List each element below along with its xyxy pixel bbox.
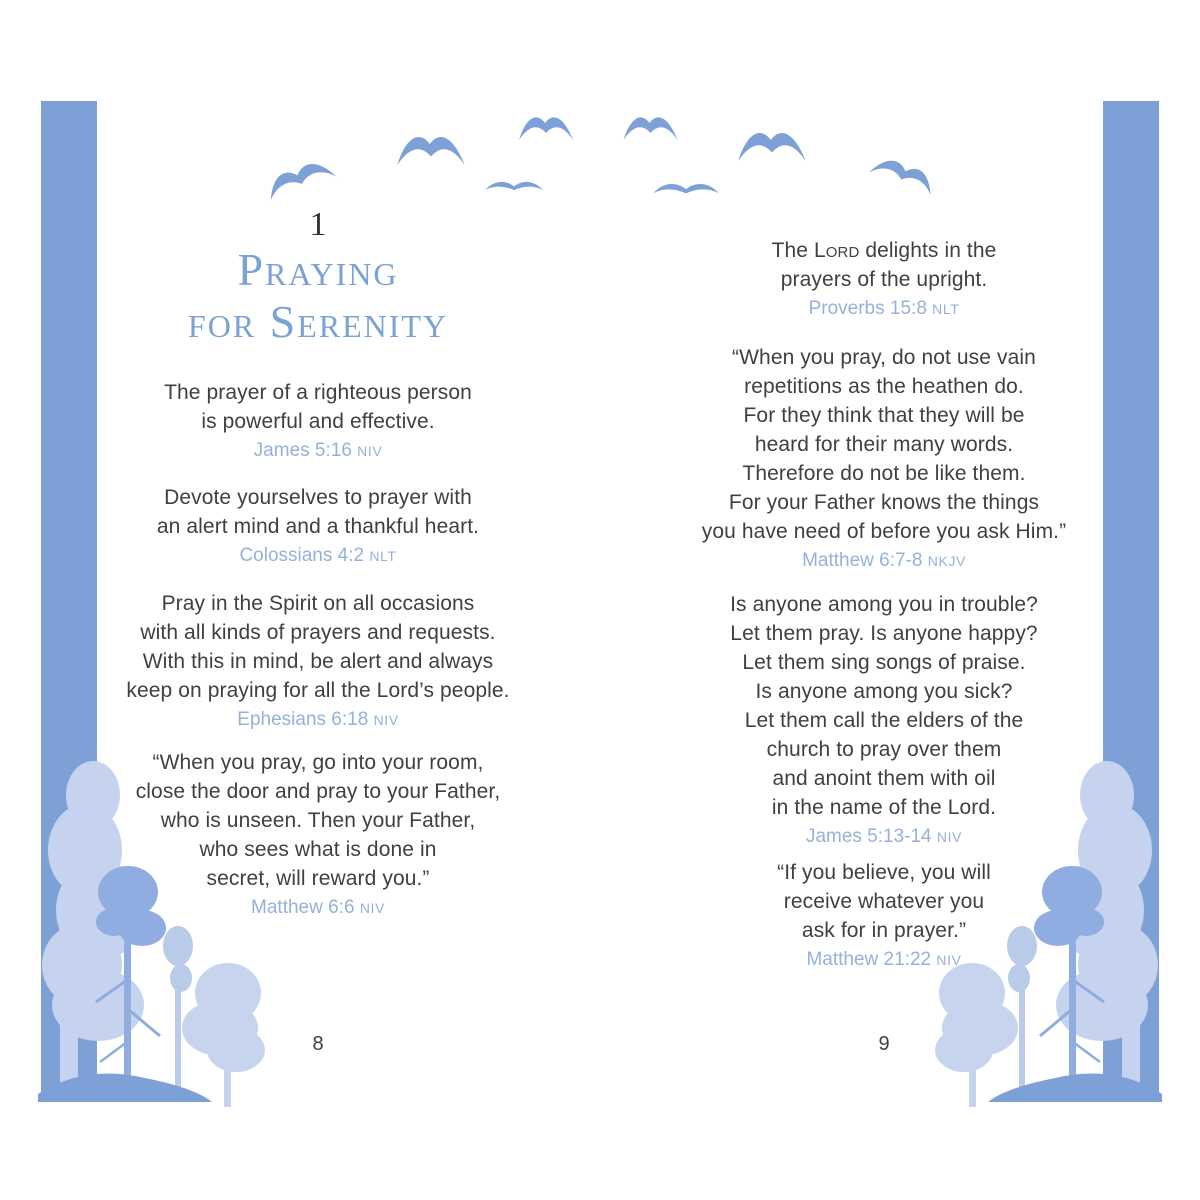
verse-line: Is anyone among you sick? [755,680,1013,703]
chapter-title-line: for Serenity [187,296,449,347]
left-page [108,0,528,1200]
verse-line: repetitions as the heathen do. [744,375,1024,398]
verse-line: and anoint them with oil [772,767,996,790]
reference-version: NIV [359,900,385,916]
scripture-reference [674,945,1094,975]
reference-book: James 5:13-14 [805,826,937,847]
verse-line: Is anyone among you in trouble? [730,593,1038,616]
verse-line: Let them sing songs of praise. [742,651,1026,674]
reference-version: NKJV [927,553,966,569]
scripture-reference [108,541,528,571]
verse-line: “When you pray, do not use vain [732,346,1036,369]
verse-line: keep on praying for all the Lord’s people. [126,679,510,702]
scripture-reference [674,294,1094,324]
verse-line: Pray in the Spirit on all occasions [161,592,475,615]
reference-version: NIV [357,443,383,459]
verse-block [674,343,1094,576]
verse-line: who is unseen. Then your Father, [160,809,476,832]
chapter-title [108,244,528,348]
scripture-reference [108,893,528,923]
reference-book: Matthew 6:7-8 [802,550,928,571]
chapter-number: 1 [309,206,327,243]
reference-version: NLT [369,548,397,564]
verse-block [108,589,528,735]
page-number: 8 [312,1033,324,1055]
scripture-reference [674,822,1094,852]
verse-block [674,236,1094,324]
reference-version: NLT [932,301,960,317]
verse-line: receive whatever you [783,890,985,913]
verse-line: Let them pray. Is anyone happy? [730,622,1038,645]
reference-version: NIV [936,952,962,968]
reference-book: Matthew 6:6 [251,897,360,918]
verse-line: For your Father knows the things [728,491,1040,514]
verse-line: with all kinds of prayers and requests. [140,621,496,644]
verse-line: you have need of before you ask Him.” [701,520,1067,543]
verse-line: Therefore do not be like them. [742,462,1026,485]
verse-line: Devote yourselves to prayer with [164,486,472,509]
verse-block [108,483,528,571]
scripture-reference [674,546,1094,576]
verse-block [674,858,1094,975]
verse-block [108,748,528,923]
right-page [674,0,1094,1200]
verse-line: prayers of the upright. [780,268,988,291]
verse-line: in the name of the Lord. [771,796,997,819]
verse-line: an alert mind and a thankful heart. [156,515,480,538]
verse-line: With this in mind, be alert and always [142,650,494,673]
scripture-reference [108,436,528,466]
verse-line: For they think that they will be [743,404,1025,427]
verse-line: Let them call the elders of the [744,709,1024,732]
reference-version: NIV [936,829,963,845]
verse-line: The Lord delights in the [771,239,997,262]
verse-line: church to pray over them [766,738,1002,761]
verse-block [108,378,528,466]
verse-line: heard for their many words. [754,433,1014,456]
reference-book: Matthew 21:22 [806,949,937,970]
reference-book: Proverbs 15:8 [808,298,933,319]
reference-version: NIV [373,712,399,728]
verse-line: close the door and pray to your Father, [135,780,501,803]
verse-line: who sees what is done in [199,838,437,861]
verse-line: secret, will reward you.” [206,867,430,890]
chapter-title-line: Praying [237,244,399,295]
verse-block [674,590,1094,852]
verse-line: ask for in prayer.” [801,919,967,942]
reference-book: Ephesians 6:18 [237,709,374,730]
reference-book: James 5:16 [253,440,358,461]
verse-line: “If you believe, you will [777,861,991,884]
reference-book: Colossians 4:2 [239,545,370,566]
scripture-reference [108,705,528,735]
verse-line: The prayer of a righteous person [164,381,472,404]
page-number: 9 [878,1033,890,1055]
verse-line: is powerful and effective. [201,410,435,433]
bird-icon [622,112,679,142]
verse-line: “When you pray, go into your room, [152,751,484,774]
